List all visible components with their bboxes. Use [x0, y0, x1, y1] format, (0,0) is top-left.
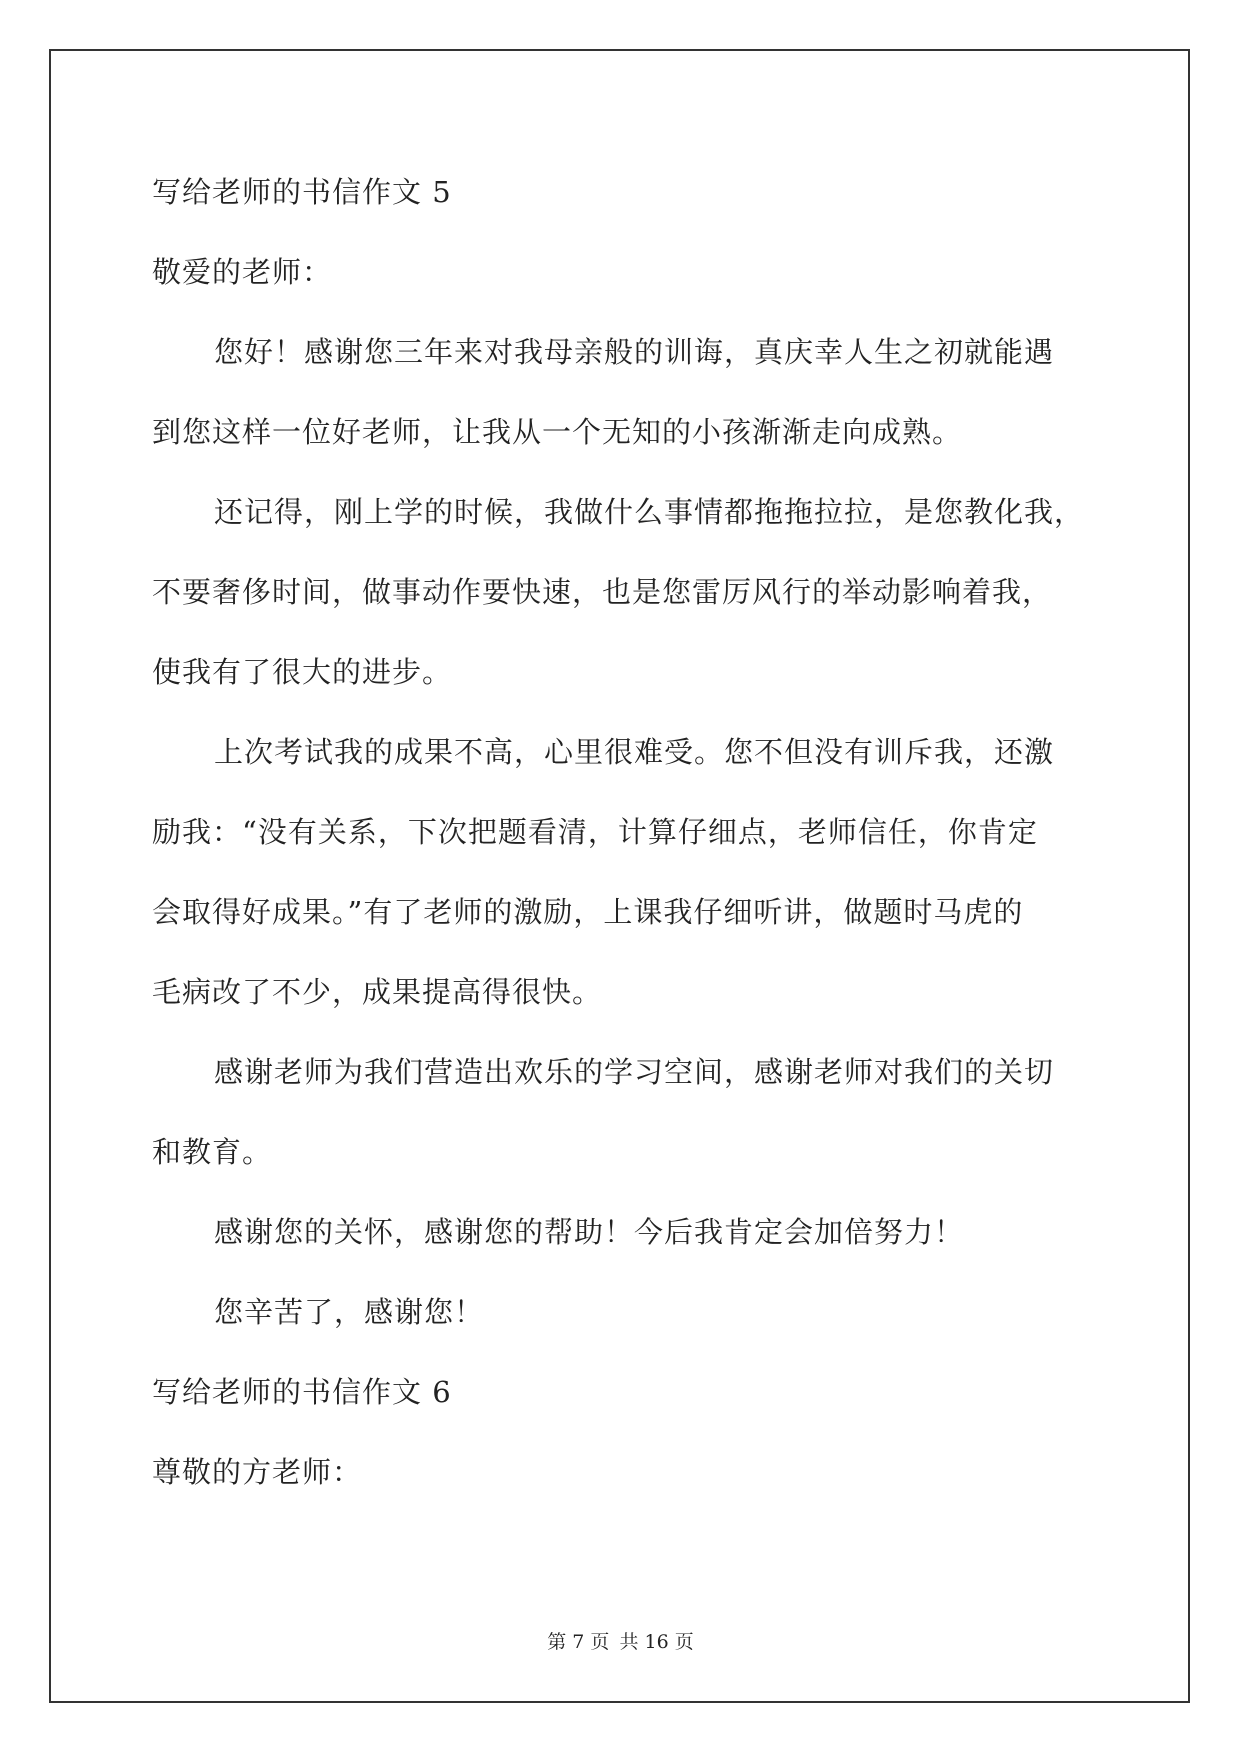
total-page-count: 共 16 页 [619, 1631, 694, 1653]
paragraph-line: 您辛苦了，感谢您！ [214, 1295, 485, 1329]
paragraph-line: 励我：“没有关系，下次把题看清，计算仔细点，老师信任，你肯定 [152, 815, 1038, 849]
salutation-line: 尊敬的方老师： [152, 1455, 363, 1489]
salutation-line: 敬爱的老师： [152, 255, 333, 289]
paragraph-line: 和教育。 [152, 1135, 273, 1169]
paragraph-line: 不要奢侈时间，做事动作要快速，也是您雷厉风行的举动影响着我， [152, 575, 1053, 609]
paragraph-line: 到您这样一位好老师，让我从一个无知的小孩渐渐走向成熟。 [152, 415, 963, 449]
paragraph-line: 会取得好成果。”有了老师的激励，上课我仔细听讲，做题时马虎的 [152, 895, 1024, 929]
paragraph-line: 感谢您的关怀，感谢您的帮助！今后我肯定会加倍努力！ [214, 1215, 965, 1249]
paragraph-line: 使我有了很大的进步。 [152, 655, 453, 689]
paragraph-line: 还记得，刚上学的时候，我做什么事情都拖拖拉拉，是您教化我， [214, 495, 1085, 529]
essay-title-6: 写给老师的书信作文 6 [152, 1375, 452, 1409]
paragraph-line: 上次考试我的成果不高，心里很难受。您不但没有训斥我，还激 [214, 735, 1055, 769]
current-page-number: 第 7 页 [547, 1631, 610, 1653]
paragraph-line: 毛病改了不少，成果提高得很快。 [152, 975, 603, 1009]
paragraph-line: 您好！感谢您三年来对我母亲般的训诲，真庆幸人生之初就能遇 [214, 335, 1055, 369]
essay-title-5: 写给老师的书信作文 5 [152, 175, 452, 209]
paragraph-line: 感谢老师为我们营造出欢乐的学习空间，感谢老师对我们的关切 [214, 1055, 1055, 1089]
page-footer [0, 1629, 1241, 1655]
